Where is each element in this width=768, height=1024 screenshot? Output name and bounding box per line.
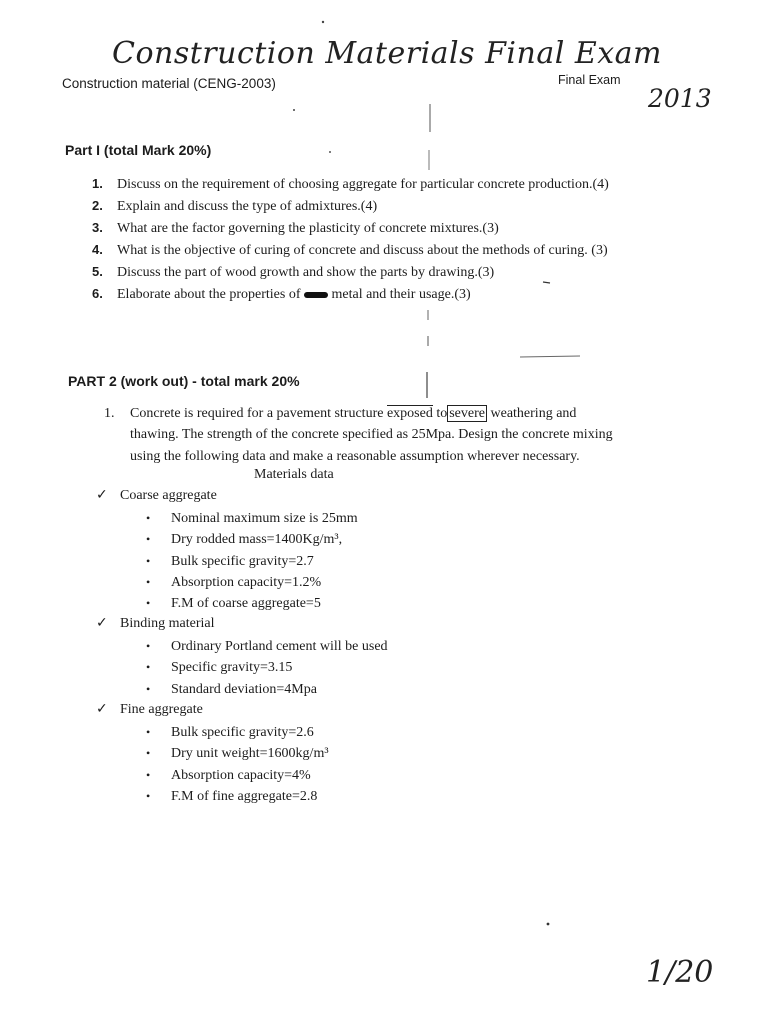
bullet-icon: • — [146, 553, 151, 568]
materials-data-title: Materials data — [254, 467, 334, 482]
checkmark-icon: ✓ — [96, 615, 108, 631]
bullet-icon: • — [146, 660, 151, 675]
bullet-icon: • — [146, 681, 151, 696]
checkmark-icon: ✓ — [96, 701, 108, 717]
question-line: 1. Concrete is required for a pavement structure exposed to severe weathering and — [104, 406, 577, 421]
scan-dash-mark — [543, 282, 550, 283]
boxed-word: severe — [449, 406, 485, 421]
list-item: • Dry rodded mass=1400Kg/m³, — [146, 529, 358, 550]
bullet-icon: • — [146, 746, 151, 761]
scan-dot-mark — [322, 21, 324, 23]
scan-dot-mark — [547, 923, 550, 926]
list-item: • Dry unit weight=1600kg/m³ — [146, 743, 329, 764]
part2-heading: PART 2 (work out) - total mark 20% — [68, 373, 300, 389]
material-group-heading: ✓ Fine aggregate — [96, 701, 203, 717]
list-item: • F.M of coarse aggregate=5 — [146, 593, 358, 614]
list-item: • Specific gravity=3.15 — [146, 657, 388, 678]
question-line: using the following data and make a reasonable assumption wherever necessary. — [130, 448, 580, 464]
scan-dash-mark — [520, 356, 580, 357]
material-group-heading: ✓ Coarse aggregate — [96, 487, 217, 503]
scan-dot-mark — [293, 109, 295, 111]
checkmark-icon: ✓ — [96, 487, 108, 503]
list-item: • Standard deviation=4Mpa — [146, 679, 388, 700]
list-item: • Absorption capacity=4% — [146, 765, 329, 786]
part1-question: 6. Elaborate about the properties of metal and their usage.(3) — [92, 286, 471, 303]
part1-question: 3. What are the factor governing the plasticity of concrete mixtures.(3) — [92, 220, 499, 237]
part1-question: 4. What is the objective of curing of concrete and discuss about the methods of curing. (3) — [92, 242, 608, 259]
list-item: • Absorption capacity=1.2% — [146, 572, 358, 593]
bullet-icon: • — [146, 532, 151, 547]
bullet-icon: • — [146, 596, 151, 611]
bullet-icon: • — [146, 725, 151, 739]
part1-question: 5. Discuss the part of wood growth and show the parts by drawing.(3) — [92, 264, 495, 281]
overlined-word: exposed — [386, 406, 433, 421]
handwritten-page-number: 1/20 — [646, 955, 714, 990]
bullet-icon: • — [146, 511, 151, 525]
list-item: • Bulk specific gravity=2.7 — [146, 551, 358, 572]
list-item: • F.M of fine aggregate=2.8 — [146, 786, 329, 807]
bullet-icon: • — [146, 639, 151, 653]
course-code: Construction material (CENG-2003) — [62, 76, 276, 91]
handwritten-title: Construction Materials Final Exam — [112, 36, 662, 71]
part1-heading: Part I (total Mark 20%) — [65, 142, 212, 158]
exam-label: Final Exam — [558, 73, 621, 87]
material-group-heading: ✓ Binding material — [96, 615, 215, 631]
handwritten-year: 2013 — [648, 84, 712, 113]
list-item: • Bulk specific gravity=2.6 — [146, 722, 329, 743]
list-item: • Nominal maximum size is 25mm — [146, 508, 358, 529]
bullet-icon: • — [146, 767, 151, 782]
scan-dot-mark — [329, 151, 331, 153]
list-item: • Ordinary Portland cement will be used — [146, 636, 388, 657]
question-line: thawing. The strength of the concrete specified as 25Mpa. Design the concrete mixing — [130, 427, 613, 443]
part1-question: 1. Discuss on the requirement of choosing aggregate for particular concrete production.(4) — [92, 176, 609, 192]
bullet-icon: • — [146, 788, 151, 803]
bullet-icon: • — [146, 574, 151, 589]
part1-question: 2. Explain and discuss the type of admixtures.(4) — [92, 198, 378, 215]
